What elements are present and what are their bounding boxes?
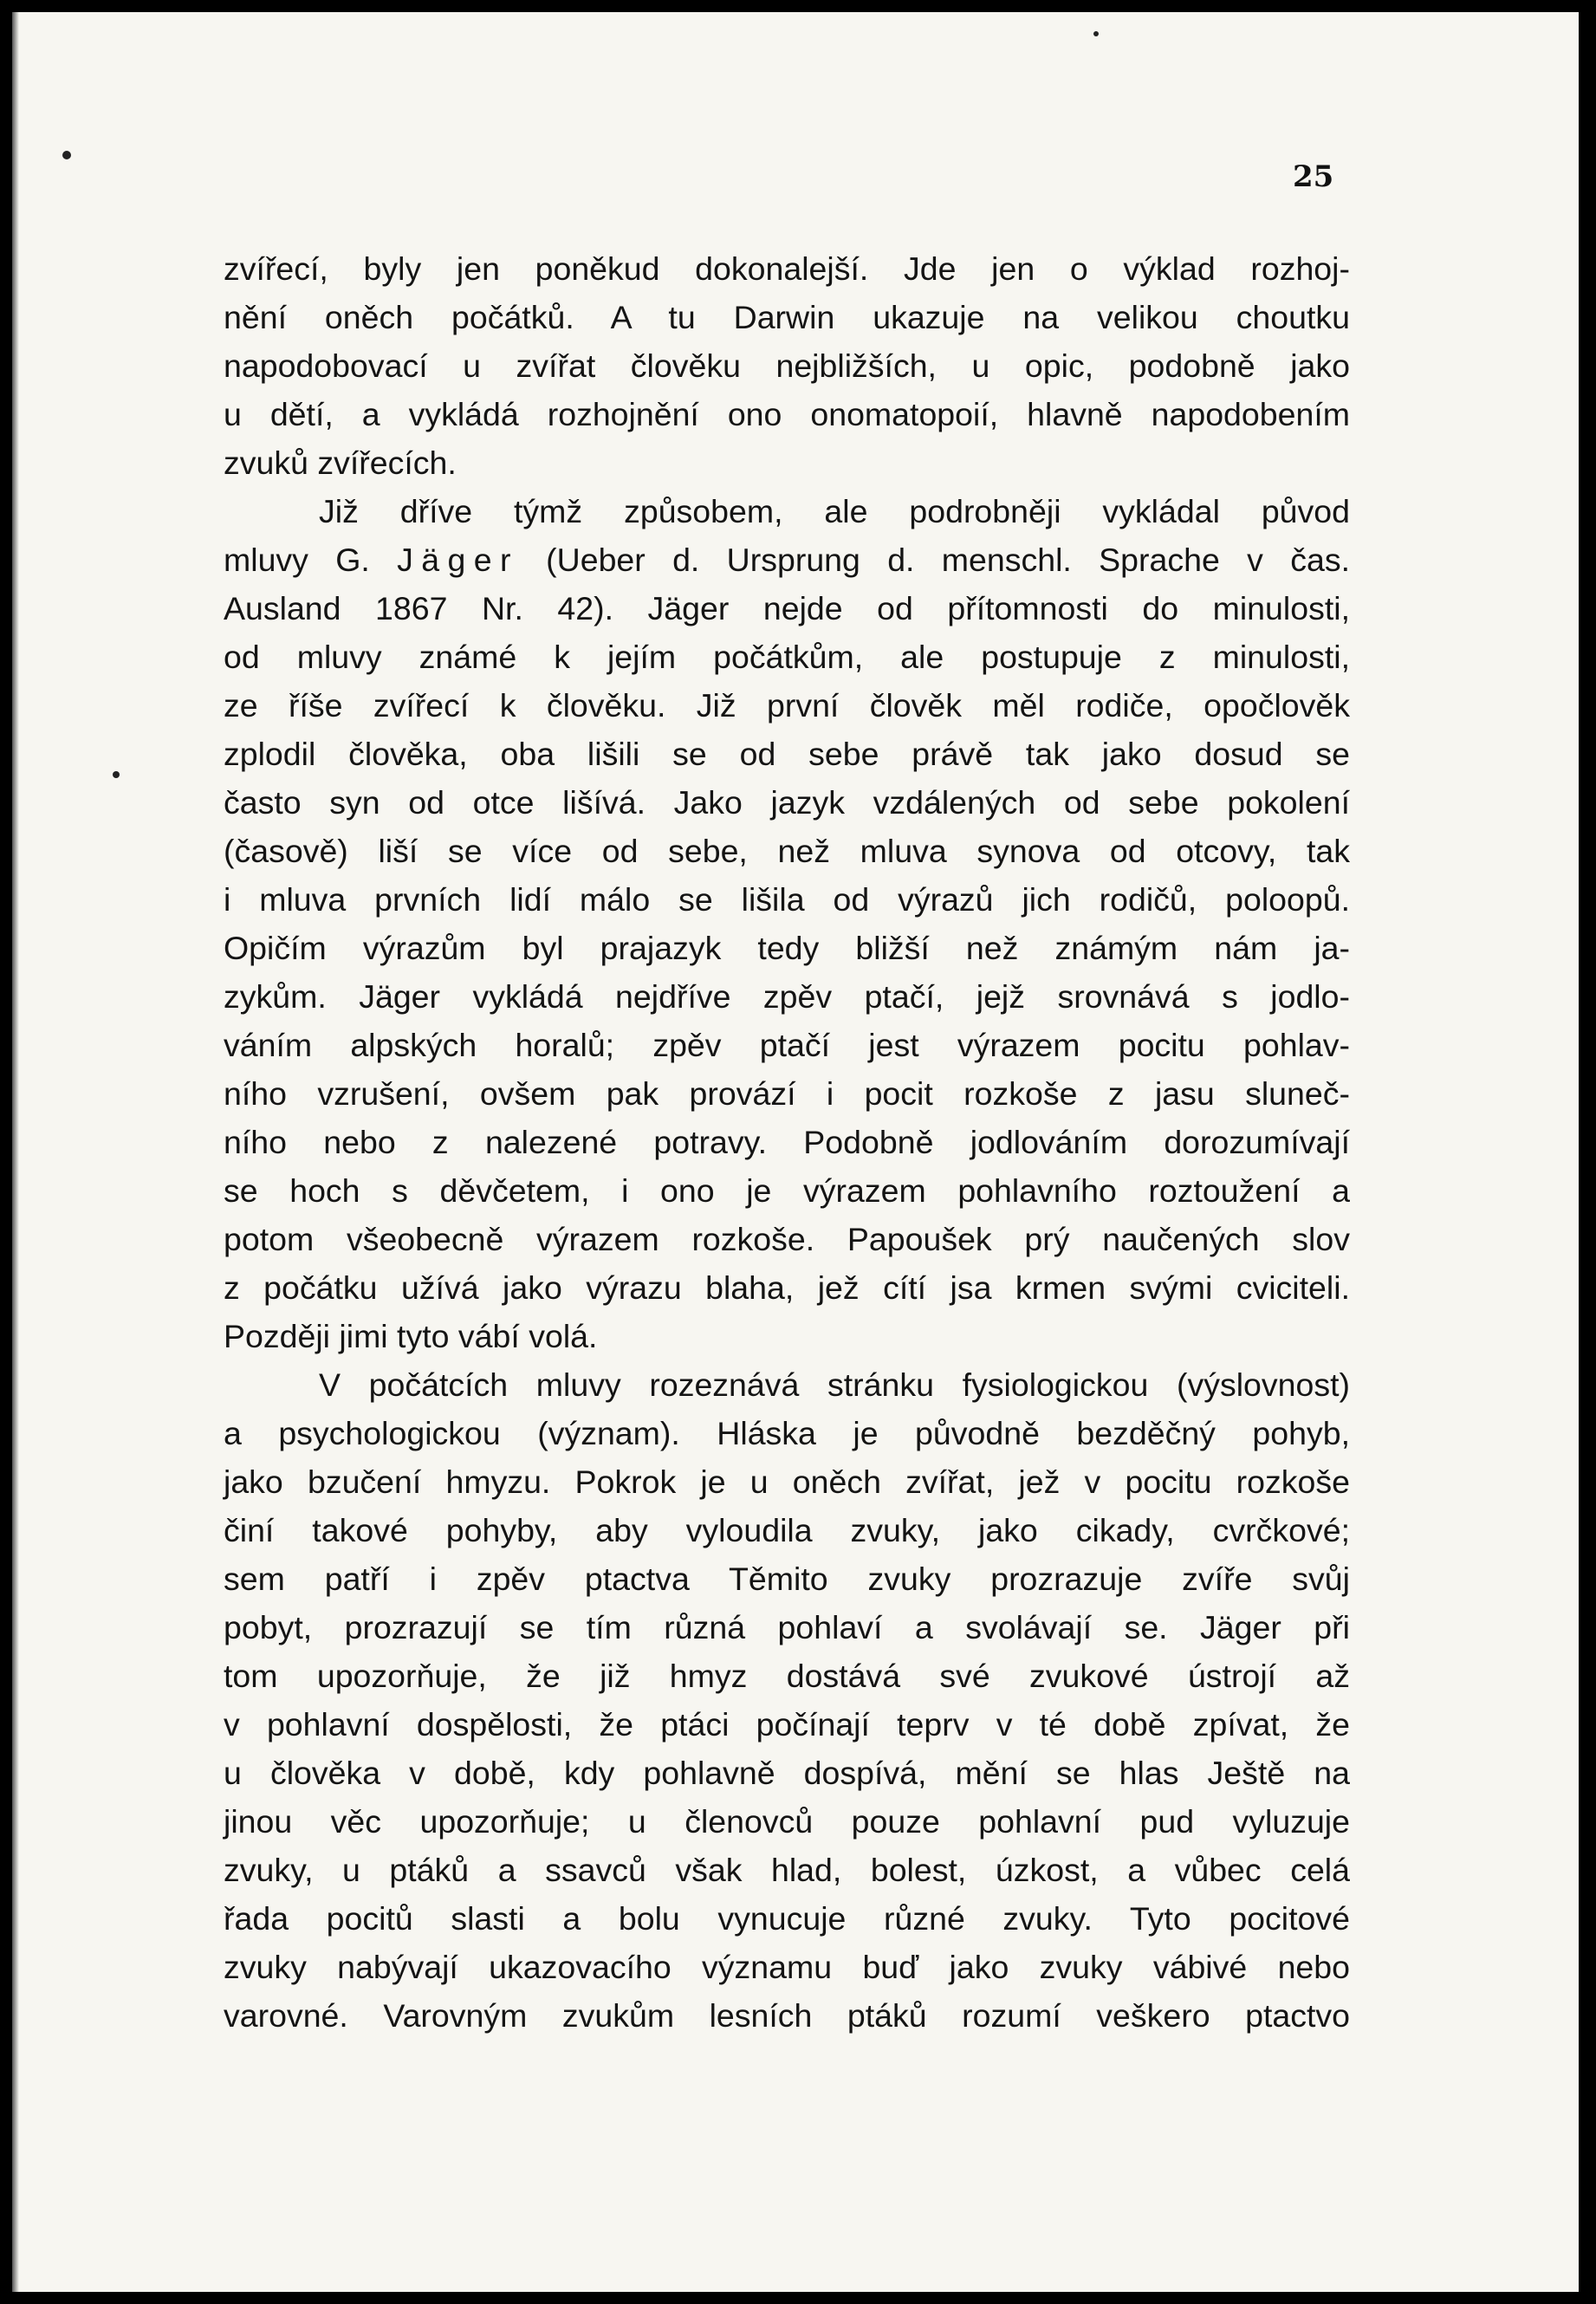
- text-line: zplodil člověka, oba lišili se od sebe právě tak jako dosud se: [224, 736, 1350, 772]
- text-line: V počátcích mluvy rozeznává stránku fysiologickou (výslovnost): [319, 1366, 1350, 1403]
- text-line: potom všeobecně výrazem rozkoše. Papoušek prý naučených slov: [224, 1221, 1350, 1257]
- text-line: Později jimi tyto vábí volá.: [224, 1318, 598, 1354]
- text-line: i mluva prvních lidí málo se lišila od výrazů jich rodičů, poloopů.: [224, 881, 1350, 918]
- text-line: zykům. Jäger vykládá nejdříve zpěv ptačí, jejž srovnává s jodlo-: [224, 978, 1350, 1015]
- print-speck: [1093, 31, 1099, 36]
- text-line: jako bzučení hmyzu. Pokrok je u oněch zvířat, jež v pocitu rozkoše: [224, 1464, 1350, 1500]
- text-line: zvuky, u ptáků a ssavců však hlad, bolest, úzkost, a vůbec celá: [224, 1852, 1350, 1888]
- text-segment: (Ueber d. Ursprung d. menschl. Sprache v čas.: [518, 542, 1350, 578]
- print-speck: [62, 151, 71, 159]
- body-text: [224, 244, 1350, 2040]
- text-line: sem patří i zpěv ptactva Těmito zvuky prozrazuje zvíře svůj: [224, 1561, 1350, 1597]
- author-name: Jäger: [397, 542, 519, 578]
- text-line: často syn od otce lišívá. Jako jazyk vzdálených od sebe pokolení: [224, 784, 1350, 821]
- text-line: ního vzrušení, ovšem pak provází i pocit rozkoše z jasu sluneč-: [224, 1075, 1350, 1112]
- text-line: váním alpských horalů; zpěv ptačí jest výrazem pocitu pohlav-: [224, 1027, 1350, 1063]
- text-line: a psychologickou (význam). Hláska je původně bezděčný pohyb,: [224, 1415, 1350, 1451]
- print-speck: [113, 771, 120, 778]
- paragraph-1: [224, 244, 1350, 487]
- text-line: napodobovací u zvířat člověku nejbližších, u opic, podobně jako: [224, 347, 1350, 384]
- text-line: ze říše zvířecí k člověku. Již první člověk měl rodiče, opočlověk: [224, 687, 1350, 724]
- text-line: zvuků zvířecích.: [224, 445, 457, 481]
- text-line: jinou věc upozorňuje; u členovců pouze pohlavní pud vyluzuje: [224, 1803, 1350, 1840]
- text-line: z počátku užívá jako výrazu blaha, jež cítí jsa krmen svými cviciteli.: [224, 1269, 1350, 1306]
- text-line: řada pocitů slasti a bolu vynucuje různé zvuky. Tyto pocitové: [224, 1900, 1350, 1937]
- text-line: zvířecí, byly jen poněkud dokonalejší. Jde jen o výklad rozhoj-: [224, 250, 1350, 287]
- text-line: [224, 535, 1350, 584]
- text-line: Opičím výrazům byl prajazyk tedy bližší než známým nám ja-: [224, 930, 1350, 966]
- page-binding-edge: [12, 12, 19, 2292]
- paragraph-3: [224, 1360, 1350, 2040]
- text-line: u člověka v době, kdy pohlavně dospívá, mění se hlas Ještě na: [224, 1755, 1350, 1791]
- book-page: [12, 12, 1579, 2292]
- page-number: 25: [1293, 159, 1334, 194]
- text-line: činí takové pohyby, aby vyloudila zvuky, jako cikady, cvrčkové;: [224, 1512, 1350, 1548]
- text-line: varovné. Varovným zvukům lesních ptáků rozumí veškero ptactvo: [224, 1997, 1350, 2034]
- text-line: v pohlavní dospělosti, že ptáci počínají teprv v té době zpívat, že: [224, 1706, 1350, 1743]
- text-line: nění oněch počátků. A tu Darwin ukazuje na velikou choutku: [224, 299, 1350, 335]
- text-line: (časově) liší se více od sebe, než mluva synova od otcovy, tak: [224, 833, 1350, 869]
- text-line: u dětí, a vykládá rozhojnění ono onomatopoií, hlavně napodobením: [224, 396, 1350, 432]
- text-line: od mluvy známé k jejím počátkům, ale postupuje z minulosti,: [224, 639, 1350, 675]
- text-line: se hoch s děvčetem, i ono je výrazem pohlavního roztoužení a: [224, 1172, 1350, 1209]
- text-line: Již dříve týmž způsobem, ale podrobněji vykládal původ: [319, 493, 1350, 529]
- text-line: tom upozorňuje, že již hmyz dostává své zvukové ústrojí až: [224, 1658, 1350, 1694]
- text-line: pobyt, prozrazují se tím různá pohlaví a svolávají se. Jäger při: [224, 1609, 1350, 1645]
- text-line: ního nebo z nalezené potravy. Podobně jodlováním dorozumívají: [224, 1124, 1350, 1160]
- text-line: zvuky nabývají ukazovacího významu buď jako zvuky vábivé nebo: [224, 1949, 1350, 1985]
- text-line: Ausland 1867 Nr. 42). Jäger nejde od přítomnosti do minulosti,: [224, 590, 1350, 626]
- text-segment: mluvy G.: [224, 542, 398, 578]
- paragraph-2: [224, 487, 1350, 1360]
